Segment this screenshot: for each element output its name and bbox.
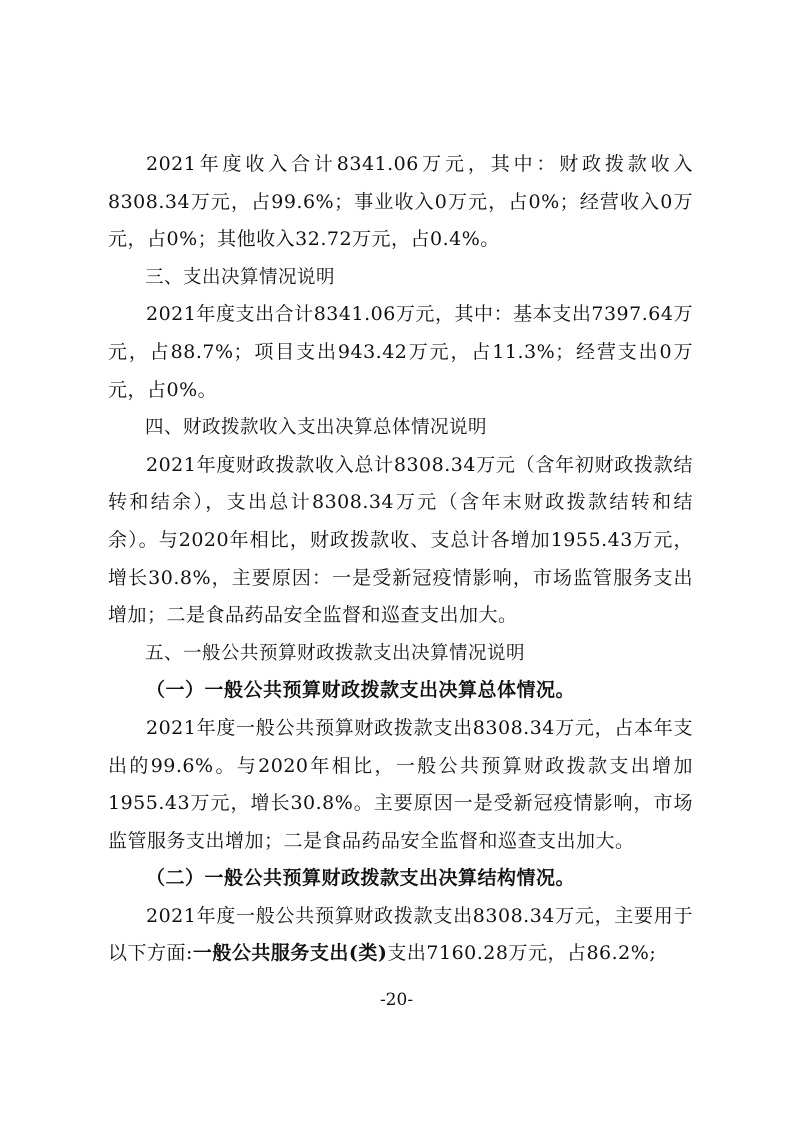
heading-general-budget: 五、一般公共预算财政拨款支出决算情况说明 bbox=[145, 642, 526, 664]
heading-fiscal-overall: 四、财政拨款收入支出决算总体情况说明 bbox=[145, 417, 488, 439]
document-page bbox=[108, 146, 693, 973]
subheading-general-budget-structure: （二）一般公共预算财政拨款支出决算结构情况。 bbox=[146, 867, 576, 890]
structure-text-pre: 2021年度一般公共预算财政拨款支出8308.34万元，主要用于以下方面: bbox=[108, 904, 693, 965]
subheading-general-budget-overall: （一）一般公共预算财政拨款支出决算总体情况。 bbox=[146, 679, 576, 702]
structure-text-bold: 一般公共服务支出(类) bbox=[192, 942, 388, 965]
heading-expenditure: 三、支出决算情况说明 bbox=[145, 266, 336, 288]
paragraph-general-budget-structure bbox=[108, 898, 693, 973]
paragraph-general-budget-overall: 2021年度一般公共预算财政拨款支出8308.34万元，占本年支出的99.6%。与2020年相比，一般公共预算财政拨款支出增加1955.43万元，增长30.8%。主要原因一是受新冠疫情影响，市场监管服务支出增加；二是食品药品安全监督和巡查支出加大。 bbox=[108, 716, 693, 852]
page-number: -20- bbox=[379, 990, 414, 1010]
structure-text-post: 支出7160.28万元，占86.2%; bbox=[387, 942, 657, 965]
paragraph-expenditure: 2021年度支出合计8341.06万元，其中：基本支出7397.64万元，占88.7%；项目支出943.42万元，占11.3%；经营支出0万元，占0%。 bbox=[108, 303, 693, 401]
paragraph-fiscal-overall: 2021年度财政拨款收入总计8308.34万元（含年初财政拨款结转和结余），支出总计8308.34万元（含年末财政拨款结转和结余）。与2020年相比，财政拨款收、支总计各增加1955.43万元，增长30.8%，主要原因：一是受新冠疫情影响，市场监管服务支出增加；二是食品药品安全监督和巡查支出加大。 bbox=[108, 453, 693, 627]
paragraph-income: 2021年度收入合计8341.06万元，其中：财政拨款收入8308.34万元，占99.6%；事业收入0万元，占0%；经营收入0万元，占0%；其他收入32.72万元，占0.4%。 bbox=[108, 153, 693, 251]
